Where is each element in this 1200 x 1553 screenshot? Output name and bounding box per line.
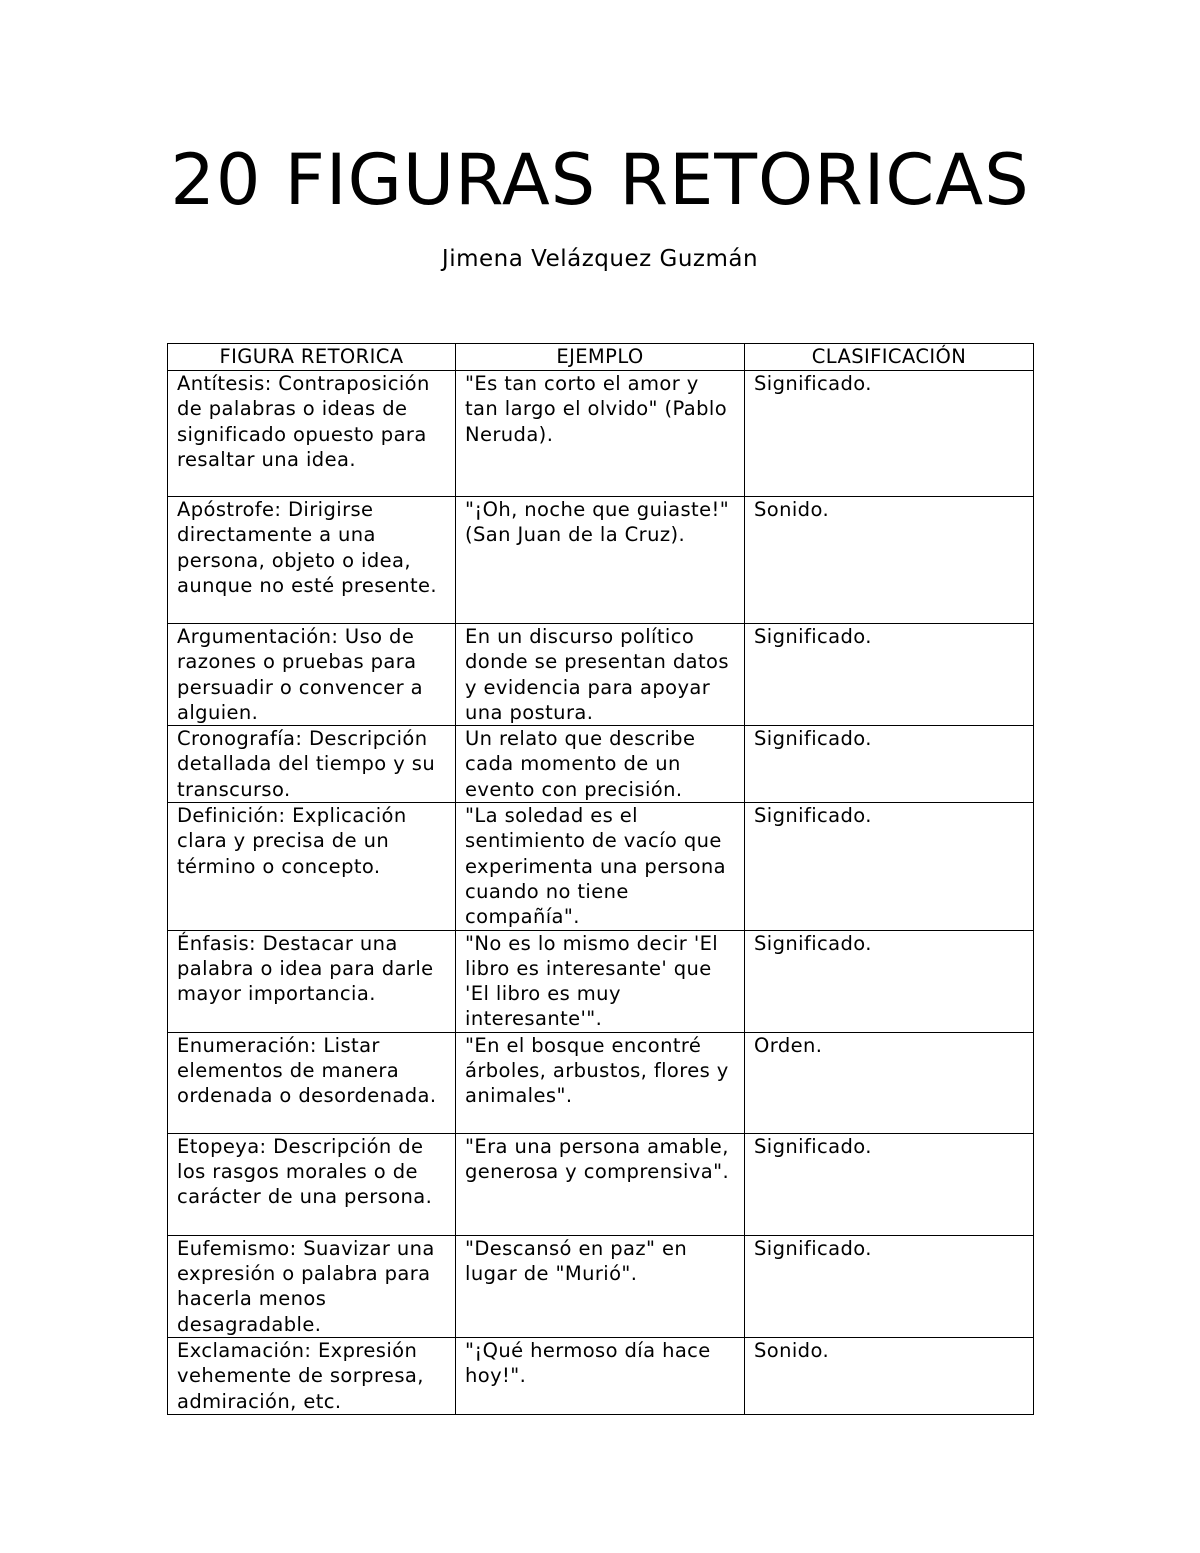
cell-figura: Definición: Explicación clara y precisa de un término o concepto.	[168, 803, 456, 930]
cell-clasificacion: Significado.	[745, 726, 1034, 803]
cell-clasificacion: Sonido.	[745, 497, 1034, 624]
cell-clasificacion: Significado.	[745, 624, 1034, 726]
cell-ejemplo: "Es tan corto el amor y tan largo el olvido" (Pablo Neruda).	[456, 371, 745, 497]
cell-ejemplo: "¡Oh, noche que guiaste!" (San Juan de la Cruz).	[456, 497, 745, 624]
cell-figura: Eufemismo: Suavizar una expresión o palabra para hacerla menos desagradable.	[168, 1235, 456, 1337]
table-row	[168, 726, 1034, 803]
document-title: 20 FIGURAS RETORICAS	[170, 139, 1030, 221]
cell-ejemplo: "¡Qué hermoso día hace hoy!".	[456, 1337, 745, 1414]
header-figura: FIGURA RETORICA	[168, 344, 456, 371]
cell-ejemplo: "La soledad es el sentimiento de vacío que experimenta una persona cuando no tiene compañía".	[456, 803, 745, 930]
cell-ejemplo: "En el bosque encontré árboles, arbustos, flores y animales".	[456, 1032, 745, 1133]
cell-clasificacion: Orden.	[745, 1032, 1034, 1133]
cell-ejemplo: Un relato que describe cada momento de un evento con precisión.	[456, 726, 745, 803]
cell-clasificacion: Significado.	[745, 930, 1034, 1032]
cell-clasificacion: Significado.	[745, 803, 1034, 930]
table-row	[168, 1032, 1034, 1133]
table-header-row	[168, 344, 1034, 371]
header-clasificacion: CLASIFICACIÓN	[745, 344, 1034, 371]
cell-clasificacion: Significado.	[745, 371, 1034, 497]
cell-figura: Etopeya: Descripción de los rasgos morales o de carácter de una persona.	[168, 1133, 456, 1235]
table-row	[168, 624, 1034, 726]
cell-ejemplo: "Era una persona amable, generosa y comprensiva".	[456, 1133, 745, 1235]
table-row	[168, 371, 1034, 497]
cell-clasificacion: Significado.	[745, 1133, 1034, 1235]
cell-clasificacion: Significado.	[745, 1235, 1034, 1337]
header-ejemplo: EJEMPLO	[456, 344, 745, 371]
cell-ejemplo: "Descansó en paz" en lugar de "Murió".	[456, 1235, 745, 1337]
cell-ejemplo: "No es lo mismo decir 'El libro es interesante' que 'El libro es muy interesante'".	[456, 930, 745, 1032]
author-name: Jimena Velázquez Guzmán	[441, 246, 759, 272]
table-row	[168, 1133, 1034, 1235]
cell-figura: Exclamación: Expresión vehemente de sorpresa, admiración, etc.	[168, 1337, 456, 1414]
table-row	[168, 1337, 1034, 1414]
cell-figura: Enumeración: Listar elementos de manera ordenada o desordenada.	[168, 1032, 456, 1133]
table-row	[168, 497, 1034, 624]
cell-figura: Antítesis: Contraposición de palabras o ideas de significado opuesto para resaltar una idea.	[168, 371, 456, 497]
table-row	[168, 1235, 1034, 1337]
cell-ejemplo: En un discurso político donde se presentan datos y evidencia para apoyar una postura.	[456, 624, 745, 726]
cell-clasificacion: Sonido.	[745, 1337, 1034, 1414]
cell-figura: Argumentación: Uso de razones o pruebas para persuadir o convencer a alguien.	[168, 624, 456, 726]
cell-figura: Apóstrofe: Dirigirse directamente a una persona, objeto o idea, aunque no esté presente.	[168, 497, 456, 624]
cell-figura: Énfasis: Destacar una palabra o idea para darle mayor importancia.	[168, 930, 456, 1032]
figures-table	[167, 343, 1034, 1415]
cell-figura: Cronografía: Descripción detallada del tiempo y su transcurso.	[168, 726, 456, 803]
table-row	[168, 930, 1034, 1032]
table-row	[168, 803, 1034, 930]
